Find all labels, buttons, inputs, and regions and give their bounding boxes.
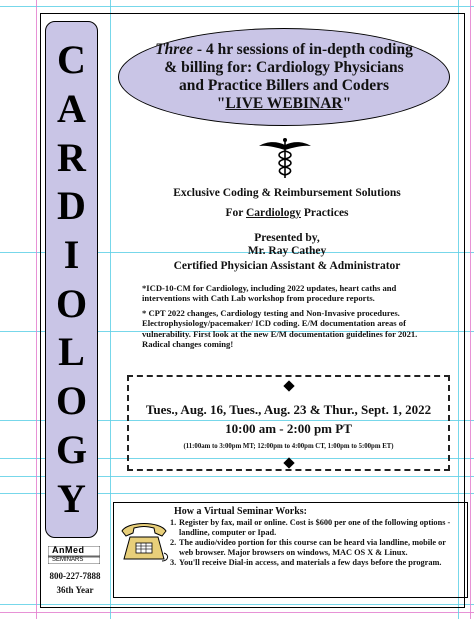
diamond-icon bbox=[283, 457, 294, 468]
guide-line bbox=[0, 6, 474, 7]
title-line: and Practice Billers and Coders bbox=[178, 77, 390, 94]
subtitle-text: For bbox=[225, 207, 246, 219]
presenter-name: Mr. Ray Cathey bbox=[247, 245, 327, 257]
title-line-text: - 4 hr sessions of in-depth coding bbox=[193, 41, 413, 58]
banner-letter: A bbox=[57, 86, 86, 132]
live-webinar-label: LIVE WEBINAR bbox=[225, 95, 343, 112]
guide-line bbox=[470, 0, 471, 619]
schedule-box bbox=[127, 375, 450, 471]
list-item bbox=[170, 558, 462, 568]
step-number: 3. bbox=[170, 558, 177, 568]
title-line bbox=[217, 95, 352, 113]
list-item bbox=[170, 518, 462, 537]
subtitle-line bbox=[110, 207, 464, 219]
presenter-intro: Presented by, bbox=[254, 232, 320, 244]
banner-letter: C bbox=[57, 37, 86, 83]
banner-letter: G bbox=[55, 426, 88, 472]
years-in-business: 36th Year bbox=[56, 585, 94, 595]
step-text: You'll receive Dial-in access, and materials a few days before the program. bbox=[179, 558, 442, 568]
title-line bbox=[155, 41, 413, 59]
timezone-conversions: (11:00am to 3:00pm MT; 12:00pm to 4:00pm CT, 1:00pm to 5:00pm ET) bbox=[183, 443, 394, 450]
quote-mark: " bbox=[342, 95, 352, 112]
topic-bullets bbox=[142, 283, 442, 353]
guide-line bbox=[0, 612, 474, 613]
diamond-icon bbox=[283, 380, 294, 391]
cardiology-vertical-banner bbox=[45, 21, 98, 538]
caduceus-icon bbox=[257, 137, 313, 179]
step-number: 1. bbox=[170, 518, 177, 527]
banner-letter: O bbox=[55, 280, 88, 326]
guide-line bbox=[36, 0, 37, 619]
session-dates: Tues., Aug. 16, Tues., Aug. 23 & Thur., Sept. 1, 2022 bbox=[145, 402, 432, 417]
subtitle-specialty: Cardiology bbox=[246, 207, 301, 219]
banner-letter: L bbox=[58, 329, 85, 375]
banner-letter: O bbox=[55, 378, 88, 424]
banner-letter: D bbox=[57, 183, 86, 229]
session-time: 10:00 am - 2:00 pm PT bbox=[225, 421, 352, 436]
step-number: 2. bbox=[170, 538, 177, 548]
how-it-works-box bbox=[113, 502, 468, 598]
banner-letter: I bbox=[63, 232, 80, 278]
subtitle-line: Exclusive Coding & Reimbursement Solutions bbox=[173, 187, 401, 199]
how-it-works-steps bbox=[170, 518, 462, 569]
logo-subtitle: SEMINARS bbox=[52, 557, 84, 563]
telephone-icon bbox=[118, 519, 170, 563]
step-text: Register by fax, mail or online. Cost is $600 per one of the following options - landline, computer or Ipad. bbox=[179, 518, 451, 537]
banner-letter: Y bbox=[57, 475, 86, 521]
logo-name: AnMed bbox=[52, 545, 85, 555]
topic-bullet: *ICD-10-CM for Cardiology, including 2022 updates, heart caths and interventions with Cath Lab workshop from procedure reports. bbox=[142, 283, 397, 304]
topic-bullet: * CPT 2022 changes, Cardiology testing and Non-Invasive procedures. Electrophysiology/pacemaker/ ICD coding. E/M documentation areas of vulnerability. First look at the new E/M documentation guidelines for 2021. Radical changes coming! bbox=[142, 307, 418, 350]
list-item bbox=[170, 538, 462, 557]
title-emphasis: Three bbox=[155, 41, 194, 58]
title-oval bbox=[118, 28, 450, 126]
contact-phone: 800-227-7888 bbox=[49, 571, 101, 581]
how-it-works-title: How a Virtual Seminar Works: bbox=[174, 506, 307, 517]
banner-letter: R bbox=[57, 134, 86, 180]
subtitle-text: Practices bbox=[300, 207, 349, 219]
quote-mark: " bbox=[216, 95, 226, 112]
title-line: & billing for: Cardiology Physicians bbox=[164, 59, 404, 76]
presenter-role: Certified Physician Assistant & Administrator bbox=[173, 260, 401, 272]
step-text: The audio/video portion for this course can be heard via landline, mobile or web browser. Major browsers on windows, MAC OS X & Linux. bbox=[179, 538, 446, 557]
